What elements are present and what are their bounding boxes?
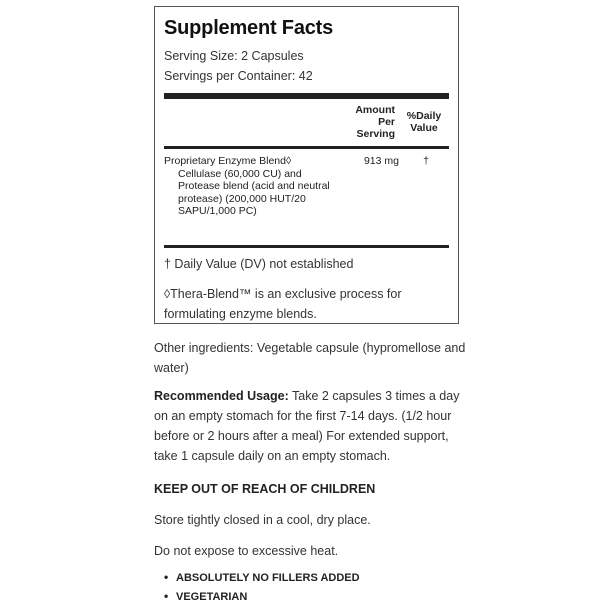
medium-divider [164, 245, 449, 248]
child-warning: KEEP OUT OF REACH OF CHILDREN [154, 482, 376, 496]
amount-header-line: Per [378, 116, 395, 128]
ingredient-name: Proprietary Enzyme Blend◊ [164, 155, 292, 167]
heat-warning: Do not expose to excessive heat. [154, 544, 339, 558]
ingredient-sub-line: Cellulase (60,000 CU) and [178, 167, 302, 180]
supplement-facts-panel [154, 6, 459, 324]
ingredient-row [164, 149, 449, 245]
other-ingredients: Other ingredients: Vegetable capsule (hypromellose and water) [154, 341, 466, 375]
dv-header-line: Value [410, 122, 438, 134]
serving-size: Serving Size: 2 Capsules [164, 49, 304, 63]
amount-header-line: Amount [355, 104, 395, 116]
amount-per-serving-header [343, 104, 395, 140]
usage-label: Recommended Usage: [154, 389, 289, 403]
ingredient-sub-line: protease) (200,000 HUT/20 [178, 192, 306, 205]
blend-footnote: ◊Thera-Blend™ is an exclusive process for formulating enzyme blends. [164, 287, 402, 321]
facts-title: Supplement Facts [164, 17, 334, 39]
feature-list [164, 568, 360, 606]
storage-instruction: Store tightly closed in a cool, dry place. [154, 513, 371, 527]
dv-header-line: %Daily [406, 110, 442, 122]
ingredient-daily-value: † [423, 155, 429, 167]
ingredient-sub-line: SAPU/1,000 PC) [178, 205, 257, 217]
recommended-usage [154, 386, 466, 466]
feature-bullet: • ABSOLUTELY NO FILLERS ADDED [164, 568, 360, 587]
ingredient-sub-line: Protease blend (acid and neutral [178, 180, 330, 192]
column-header-row [164, 99, 449, 146]
daily-value-header [395, 110, 449, 140]
ingredient-amount: 913 mg [363, 155, 399, 167]
servings-per-container: Servings per Container: 42 [164, 69, 313, 83]
amount-header-line: Serving [356, 128, 395, 140]
ingredient-description [164, 155, 339, 245]
usage-text: Take 2 capsules 3 times a day on an empty stomach for the first 7-14 days. (1/2 hour before or 2 hours after a meal) For extended support, take 1 capsule daily on an empty stomach. [154, 389, 460, 463]
daily-value-footnote: † Daily Value (DV) not established [164, 257, 354, 271]
feature-bullet: • VEGETARIAN [164, 587, 360, 606]
